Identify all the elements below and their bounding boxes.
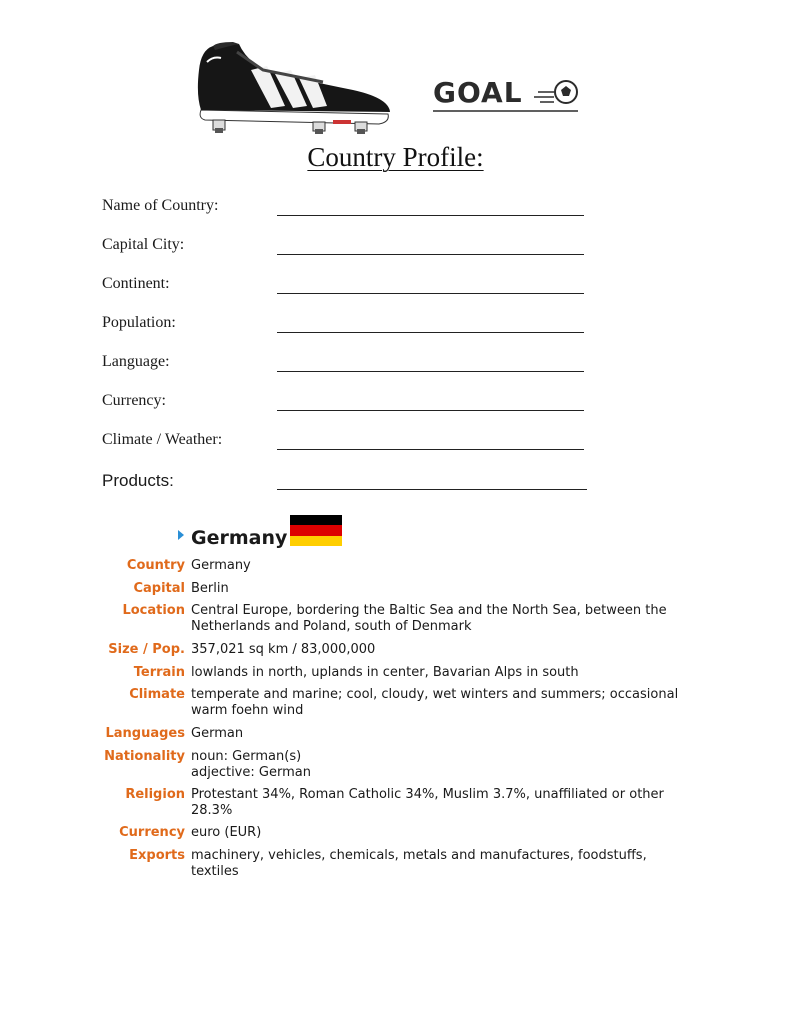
form-row-continent — [102, 275, 592, 303]
form-row-name-of-country — [102, 197, 592, 225]
fact-value: machinery, vehicles, chemicals, metals and manufactures, foodstuffs, textiles — [191, 848, 647, 879]
fact-label: Exports — [129, 848, 185, 863]
form-label: Language: — [102, 353, 170, 370]
expand-arrow-icon[interactable] — [178, 530, 184, 540]
form-label: Currency: — [102, 392, 166, 409]
fact-label: Country — [126, 558, 185, 573]
germany-flag-icon — [290, 515, 342, 546]
answer-line[interactable] — [277, 215, 584, 216]
page-title: Country Profile: — [307, 142, 484, 172]
fact-label: Climate — [129, 687, 185, 702]
fact-value: Central Europe, bordering the Baltic Sea and the North Sea, between the Netherlands and Poland, south of Denmark — [191, 603, 667, 634]
form-label: Capital City: — [102, 236, 185, 253]
fact-label: Nationality — [104, 749, 185, 764]
fact-value: German — [191, 726, 244, 741]
form-label: Climate / Weather: — [102, 431, 223, 448]
form-row-capital-city — [102, 236, 592, 264]
answer-line[interactable] — [277, 254, 584, 255]
fact-value: 357,021 sq km / 83,000,000 — [191, 642, 376, 657]
fact-label: Religion — [125, 787, 185, 802]
soccer-ball-icon — [555, 81, 577, 103]
form-label: Continent: — [102, 275, 170, 292]
answer-line[interactable] — [277, 332, 584, 333]
form-row-language — [102, 353, 592, 381]
form-label: Population: — [102, 314, 176, 331]
answer-line[interactable] — [277, 371, 584, 372]
form-row-currency — [102, 392, 592, 420]
fact-label: Languages — [105, 726, 185, 741]
answer-line[interactable] — [277, 293, 584, 294]
fact-value: temperate and marine; cool, cloudy, wet winters and summers; occasional warm foehn wind — [191, 687, 679, 718]
fact-value: Berlin — [191, 581, 229, 596]
form-label: Name of Country: — [102, 197, 219, 214]
fact-value: Germany — [191, 558, 251, 573]
fact-label: Terrain — [133, 665, 185, 680]
fact-label: Currency — [119, 825, 185, 840]
answer-line[interactable] — [277, 410, 584, 411]
fact-value: noun: German(s) adjective: German — [191, 749, 311, 780]
fact-value: lowlands in north, uplands in center, Bavarian Alps in south — [191, 665, 579, 680]
answer-line[interactable] — [277, 489, 587, 490]
form-label: Products: — [102, 471, 174, 490]
fact-value: euro (EUR) — [191, 825, 262, 840]
flag-stripe-red — [290, 525, 342, 535]
form-row-climate-weather — [102, 431, 592, 459]
fact-label: Location — [122, 603, 185, 618]
form-row-products — [102, 471, 592, 499]
fact-label: Capital — [133, 581, 185, 596]
fact-value: Protestant 34%, Roman Catholic 34%, Muslim 3.7%, unaffiliated or other 28.3% — [191, 787, 664, 818]
form-row-population — [102, 314, 592, 342]
country-heading: Germany — [191, 527, 288, 549]
flag-stripe-gold — [290, 536, 342, 546]
flag-stripe-black — [290, 515, 342, 525]
goal-logo — [430, 72, 582, 114]
goal-logo-text: GOAL — [433, 76, 523, 109]
football-boot-image — [193, 40, 393, 138]
answer-line[interactable] — [277, 449, 584, 450]
fact-label: Size / Pop. — [108, 642, 185, 657]
